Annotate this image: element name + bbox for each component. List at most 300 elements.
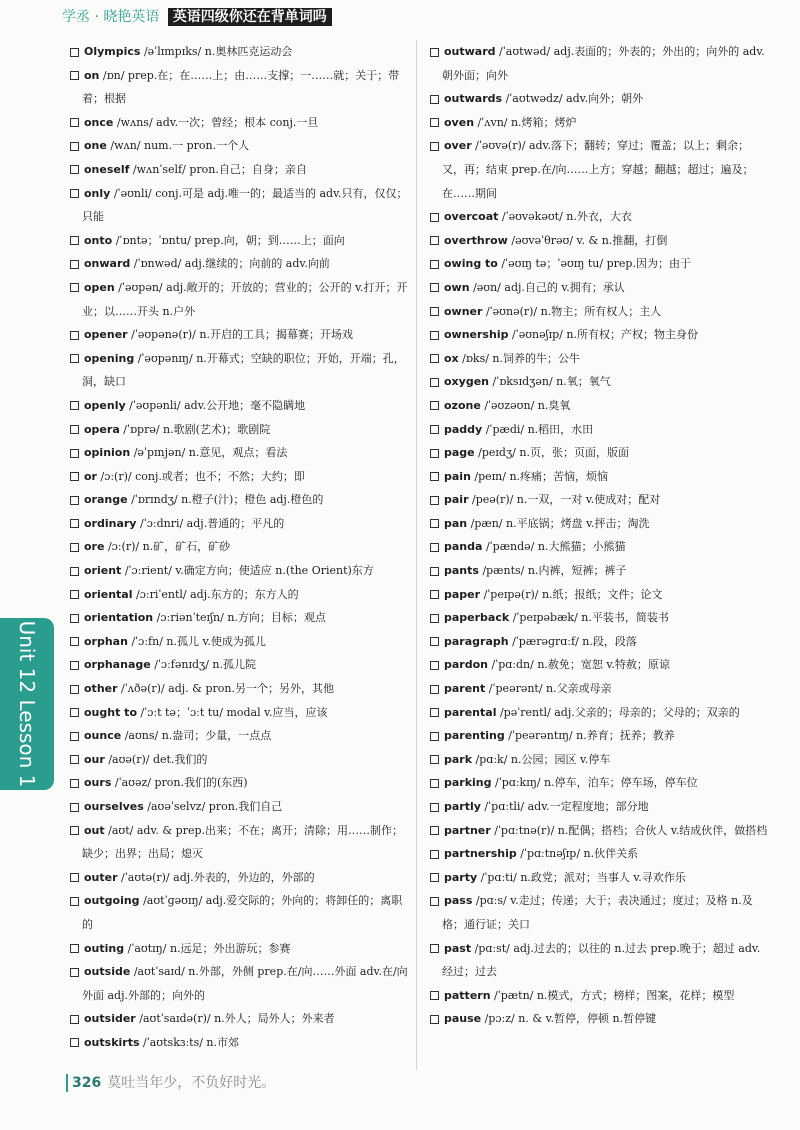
checkbox-icon[interactable] — [70, 968, 79, 977]
vocab-definition: /ˈʌvn/ n.烤箱；烤炉 — [477, 115, 577, 129]
vocab-word: partner — [444, 823, 491, 837]
vocab-word: open — [84, 280, 115, 294]
vocab-entry — [430, 300, 768, 324]
checkbox-icon[interactable] — [430, 354, 439, 363]
vocab-entry — [430, 512, 768, 536]
vocab-definition: /pɑːs/ v.走过；传递；大于；表决通过；度过；及格 n.及格；通行证；关口 — [442, 894, 753, 931]
checkbox-icon[interactable] — [430, 567, 439, 576]
vocab-definition: /aʊtˈsaɪdə(r)/ n.外人；局外人；外来者 — [139, 1012, 335, 1026]
checkbox-icon[interactable] — [430, 401, 439, 410]
vocab-column-left — [70, 40, 410, 1055]
checkbox-icon[interactable] — [430, 142, 439, 151]
checkbox-icon[interactable] — [70, 779, 79, 788]
vocab-word: paragraph — [444, 634, 509, 648]
vocab-word: own — [444, 280, 470, 294]
checkbox-icon[interactable] — [430, 850, 439, 859]
checkbox-icon[interactable] — [430, 637, 439, 646]
checkbox-icon[interactable] — [70, 425, 79, 434]
vocab-word: ought to — [84, 705, 137, 719]
vocab-entry — [70, 323, 410, 347]
vocab-entry — [430, 488, 768, 512]
vocab-entry — [70, 512, 410, 536]
vocab-word: oven — [444, 115, 475, 129]
vocab-definition: /ˈaʊtwədz/ adv.向外；朝外 — [505, 92, 644, 106]
vocab-word: out — [84, 823, 105, 837]
checkbox-icon[interactable] — [70, 826, 79, 835]
vocab-word: ozone — [444, 398, 481, 412]
vocab-entry — [70, 276, 410, 323]
checkbox-icon[interactable] — [430, 873, 439, 882]
vocab-definition: /ɔː(r)/ n.矿，矿石，矿砂 — [107, 540, 231, 554]
vocab-entry — [430, 748, 768, 772]
vocab-entry — [430, 559, 768, 583]
vocab-entry — [70, 347, 410, 394]
vocab-entry — [430, 677, 768, 701]
checkbox-icon[interactable] — [430, 685, 439, 694]
vocab-entry — [70, 889, 410, 936]
vocab-definition: /ˈpædi/ n.稻田，水田 — [485, 422, 594, 436]
vocab-word: once — [84, 115, 114, 129]
vocab-definition: /ˈpætn/ n.模式，方式；榜样；图案，花样；模型 — [494, 988, 735, 1002]
checkbox-icon[interactable] — [430, 213, 439, 222]
vocab-word: panda — [444, 540, 483, 554]
vocab-definition: /aʊtˈɡəʊɪŋ/ adj.爱交际的；外向的；将卸任的；离职的 — [82, 894, 403, 931]
vocab-word: party — [444, 870, 478, 884]
vocab-entry — [430, 394, 768, 418]
checkbox-icon[interactable] — [430, 496, 439, 505]
vocab-word: outside — [84, 965, 131, 979]
vocab-word: oriental — [84, 587, 133, 601]
vocab-definition: /ˈpɑːtnəʃɪp/ n.伙伴关系 — [520, 847, 639, 861]
vocab-definition: /pænts/ n.内裤，短裤；裤子 — [482, 564, 627, 578]
vocab-word: orphanage — [84, 658, 151, 672]
vocab-entry — [430, 323, 768, 347]
checkbox-icon[interactable] — [70, 543, 79, 552]
checkbox-icon[interactable] — [70, 236, 79, 245]
footer-divider — [66, 1074, 68, 1092]
vocab-definition: /wʌnˈself/ pron.自己；自身；亲自 — [132, 162, 307, 176]
vocab-word: owner — [444, 304, 483, 318]
vocab-entry — [70, 937, 410, 961]
vocab-entry — [430, 606, 768, 630]
vocab-entry — [430, 842, 768, 866]
vocab-word: page — [444, 446, 475, 460]
checkbox-icon[interactable] — [70, 331, 79, 340]
footer-motto: 莫吐当年少，不负好时光。 — [107, 1075, 276, 1091]
vocab-definition: /aʊns/ n.盎司；少量，一点点 — [124, 729, 272, 743]
vocab-entry — [70, 394, 410, 418]
vocab-entry — [70, 229, 410, 253]
vocab-word: oneself — [84, 162, 130, 176]
vocab-entry — [430, 984, 768, 1008]
checkbox-icon[interactable] — [430, 307, 439, 316]
vocab-definition: /ˈɔːdnri/ adj.普通的；平凡的 — [139, 516, 285, 530]
checkbox-icon[interactable] — [70, 496, 79, 505]
checkbox-icon[interactable] — [430, 95, 439, 104]
checkbox-icon[interactable] — [70, 283, 79, 292]
checkbox-icon[interactable] — [70, 260, 79, 269]
vocab-entry — [430, 630, 768, 654]
vocab-word: orange — [84, 493, 128, 507]
vocab-word: opener — [84, 328, 128, 342]
vocab-definition: /ˈɒrɪndʒ/ n.橙子(汁)；橙色 adj.橙色的 — [131, 493, 324, 507]
vocab-entry — [70, 465, 410, 489]
vocab-word: outgoing — [84, 894, 140, 908]
vocab-entry — [430, 347, 768, 371]
vocab-definition: /ɒks/ n.饲养的牛；公牛 — [462, 351, 580, 365]
checkbox-icon[interactable] — [70, 944, 79, 953]
vocab-entry — [70, 960, 410, 1007]
vocab-definition: /ˈaʊtɪŋ/ n.远足；外出游玩；参赛 — [127, 941, 291, 955]
vocab-entry — [70, 40, 410, 64]
vocab-word: parking — [444, 776, 492, 790]
vocab-word: pan — [444, 516, 468, 530]
vocab-word: parenting — [444, 729, 505, 743]
vocab-entry — [70, 677, 410, 701]
vocab-entry — [70, 748, 410, 772]
checkbox-icon[interactable] — [70, 708, 79, 717]
vocab-definition: /ˈpɑːdn/ n.赦免；宽恕 v.特赦；原谅 — [491, 658, 670, 672]
vocab-entry — [70, 488, 410, 512]
vocab-definition: /ˈpɑːti/ n.政党；派对；当事人 v.寻欢作乐 — [480, 870, 686, 884]
checkbox-icon[interactable] — [430, 779, 439, 788]
vocab-word: partnership — [444, 847, 517, 861]
vocab-word: one — [84, 139, 107, 153]
checkbox-icon[interactable] — [430, 543, 439, 552]
vocab-word: pass — [444, 894, 473, 908]
checkbox-icon[interactable] — [430, 1015, 439, 1024]
vocab-definition: /pɔːz/ n. & v.暂停，停顿 n.暂停键 — [484, 1012, 657, 1026]
vocab-definition: /ɔːriˈentl/ adj.东方的；东方人的 — [136, 587, 299, 601]
vocab-definition: /ˈəʊnəʃɪp/ n.所有权；产权；物主身份 — [511, 328, 698, 342]
vocab-definition: /ˈpeərənt/ n.父亲或母亲 — [488, 682, 612, 696]
checkbox-icon[interactable] — [70, 1038, 79, 1047]
running-header — [62, 6, 332, 26]
vocab-word: paper — [444, 587, 481, 601]
vocab-word: onward — [84, 257, 131, 271]
vocab-entry — [70, 866, 410, 890]
vocab-entry — [430, 229, 768, 253]
checkbox-icon[interactable] — [70, 48, 79, 57]
vocab-entry — [70, 535, 410, 559]
checkbox-icon[interactable] — [70, 71, 79, 80]
vocab-definition: /ɔːriənˈteɪʃn/ n.方向；目标；观点 — [156, 611, 326, 625]
vocab-entry — [70, 64, 410, 111]
vocab-word: parent — [444, 682, 486, 696]
vocab-entry — [430, 87, 768, 111]
checkbox-icon[interactable] — [70, 614, 79, 623]
vocab-entry — [430, 535, 768, 559]
vocab-entry — [70, 701, 410, 725]
vocab-entry — [70, 795, 410, 819]
vocab-definition: /əʊn/ adj.自己的 v.拥有；承认 — [473, 280, 625, 294]
vocab-entry — [70, 158, 410, 182]
vocab-definition: /ˈpærəɡrɑːf/ n.段，段落 — [512, 634, 637, 648]
vocab-word: orientation — [84, 611, 154, 625]
vocab-definition: /wʌns/ adv.一次；曾经；根本 conj.一旦 — [116, 115, 319, 129]
checkbox-icon[interactable] — [430, 991, 439, 1000]
vocab-word: orphan — [84, 634, 128, 648]
vocab-definition: /ˈəʊpənli/ adv.公开地；毫不隐瞒地 — [129, 398, 306, 412]
checkbox-icon[interactable] — [70, 449, 79, 458]
vocab-entry — [430, 370, 768, 394]
vocab-word: owing to — [444, 257, 498, 271]
checkbox-icon[interactable] — [70, 661, 79, 670]
vocab-entry — [70, 441, 410, 465]
checkbox-icon[interactable] — [430, 331, 439, 340]
vocab-word: only — [84, 186, 111, 200]
vocab-entry — [430, 819, 768, 843]
vocab-entry — [430, 205, 768, 229]
vocab-word: outing — [84, 941, 125, 955]
vocab-definition: /aʊəˈselvz/ pron.我们自己 — [147, 800, 283, 813]
vocab-entry — [430, 252, 768, 276]
vocab-column-right — [430, 40, 768, 1031]
vocab-entry — [430, 583, 768, 607]
checkbox-icon[interactable] — [430, 897, 439, 906]
vocab-definition: /ˈəʊnli/ conj.可是 adj.唯一的；最适当的 adv.只有，仅仅；只能 — [82, 186, 408, 224]
vocab-entry — [430, 134, 768, 205]
vocab-word: ox — [444, 351, 459, 365]
checkbox-icon[interactable] — [430, 425, 439, 434]
vocab-definition: /ˈəʊpənə(r)/ n.开启的工具；揭幕赛；开场戏 — [131, 328, 353, 342]
vocab-word: Olympics — [84, 45, 141, 58]
vocab-word: pardon — [444, 658, 488, 672]
vocab-word: over — [444, 139, 472, 153]
vocab-word: paddy — [444, 422, 483, 436]
vocab-definition: /ˈɔːfn/ n.孤儿 v.使成为孤儿 — [131, 634, 266, 648]
vocab-entry — [430, 771, 768, 795]
checkbox-icon[interactable] — [70, 803, 79, 812]
vocab-entry — [70, 771, 410, 795]
checkbox-icon[interactable] — [70, 590, 79, 599]
vocab-definition: /ˈpeərəntɪŋ/ n.养育；抚养；教养 — [508, 729, 675, 743]
book-title: 英语四级你还在背单词吗 — [168, 8, 332, 26]
vocab-entry — [430, 937, 768, 984]
vocab-word: onto — [84, 233, 113, 247]
vocab-definition: /ˈɔːrient/ v.确定方向；使适应 n.(the Orient)东方 — [124, 564, 374, 578]
vocab-entry — [70, 1007, 410, 1031]
checkbox-icon[interactable] — [70, 755, 79, 764]
vocab-definition: /ˈɒprə/ n.歌剧(艺术)；歌剧院 — [123, 422, 271, 436]
vocab-definition: /ˈəʊnə(r)/ n.物主；所有权人；主人 — [485, 304, 662, 318]
vocab-word: opinion — [84, 446, 131, 460]
checkbox-icon[interactable] — [430, 519, 439, 528]
checkbox-icon[interactable] — [430, 260, 439, 269]
vocab-entry — [70, 134, 410, 158]
checkbox-icon[interactable] — [70, 897, 79, 906]
checkbox-icon[interactable] — [430, 590, 439, 599]
vocab-definition: /pæn/ n.平底锅；烤盘 v.抨击；淘洗 — [470, 516, 650, 530]
checkbox-icon[interactable] — [430, 378, 439, 387]
checkbox-icon[interactable] — [70, 118, 79, 127]
vocab-definition: /pɑːst/ adj.过去的；以往的 n.过去 prep.晚于；超过 adv.经过；过去 — [442, 941, 761, 979]
vocab-entry — [70, 630, 410, 654]
vocab-definition: /ˈpɑːtnə(r)/ n.配偶；搭档；合伙人 v.结成伙伴，做搭档 — [494, 823, 768, 837]
vocab-definition: /əˈlɪmpɪks/ n.奥林匹克运动会 — [143, 45, 293, 58]
vocab-entry — [430, 1007, 768, 1031]
checkbox-icon[interactable] — [70, 354, 79, 363]
vocab-word: on — [84, 68, 100, 82]
checkbox-icon[interactable] — [430, 732, 439, 741]
unit-tab-label: Unit 12 Lesson 1 — [15, 620, 39, 788]
vocab-word: overcoat — [444, 210, 499, 224]
checkbox-icon[interactable] — [430, 283, 439, 292]
vocab-definition: /ˈəʊɪŋ tə；ˈəʊɪŋ tu/ prep.因为；由于 — [501, 257, 691, 271]
vocab-word: oxygen — [444, 375, 489, 389]
vocab-entry — [430, 111, 768, 135]
checkbox-icon[interactable] — [430, 661, 439, 670]
vocab-definition: /ˈʌðə(r)/ adj. & pron.另一个；另外，其他 — [121, 682, 334, 696]
vocab-entry — [430, 795, 768, 819]
vocab-definition: /peə(r)/ n.一双，一对 v.使成对；配对 — [472, 493, 661, 507]
vocab-word: openly — [84, 398, 126, 412]
checkbox-icon[interactable] — [430, 472, 439, 481]
vocab-definition: /ˈəʊzəʊn/ n.臭氧 — [484, 398, 571, 412]
vocab-entry — [70, 559, 410, 583]
vocab-entry — [430, 701, 768, 725]
checkbox-icon[interactable] — [430, 118, 439, 127]
page-number: 326 — [72, 1075, 102, 1091]
checkbox-icon[interactable] — [70, 873, 79, 882]
vocab-definition: /ˈɔːfənɪdʒ/ n.孤儿院 — [154, 658, 257, 672]
vocab-definition: /ˈaʊtə(r)/ adj.外表的，外边的，外部的 — [121, 870, 315, 884]
checkbox-icon[interactable] — [430, 944, 439, 953]
checkbox-icon[interactable] — [430, 803, 439, 812]
checkbox-icon[interactable] — [430, 755, 439, 764]
vocab-word: ourselves — [84, 800, 144, 813]
vocab-definition: /ˈaʊəz/ pron.我们的(东西) — [114, 776, 248, 790]
checkbox-icon[interactable] — [70, 142, 79, 151]
vocab-entry — [430, 889, 768, 936]
vocab-word: opening — [84, 351, 135, 365]
vocab-entry — [70, 1031, 410, 1055]
vocab-definition: /ˈpændə/ n.大熊猫；小熊猫 — [485, 540, 626, 554]
vocab-word: pair — [444, 493, 469, 507]
checkbox-icon[interactable] — [430, 708, 439, 717]
vocab-entry — [430, 418, 768, 442]
vocab-word: pants — [444, 564, 479, 578]
vocab-word: overthrow — [444, 233, 508, 247]
vocab-definition: /ˈəʊvəkəʊt/ n.外衣，大衣 — [501, 210, 632, 224]
vocab-entry — [70, 252, 410, 276]
checkbox-icon[interactable] — [70, 472, 79, 481]
vocab-word: past — [444, 941, 472, 955]
vocab-entry — [430, 465, 768, 489]
vocab-entry — [70, 724, 410, 748]
vocab-word: outer — [84, 870, 118, 884]
vocab-definition: /ˈpeɪpə(r)/ n.纸；报纸；文件；论文 — [483, 587, 663, 601]
vocab-word: outward — [444, 45, 496, 58]
checkbox-icon[interactable] — [430, 449, 439, 458]
vocab-definition: /pɑːk/ n.公园；园区 v.停车 — [475, 752, 611, 766]
vocab-definition: /ˈpɑːkɪŋ/ n.停车，泊车；停车场，停车位 — [495, 776, 698, 790]
vocab-definition: /ˈpɑːtli/ adv.一定程度地；部分地 — [484, 800, 649, 813]
vocab-word: opera — [84, 422, 120, 436]
vocab-definition: /ˈɒksɪdʒən/ n.氧；氧气 — [492, 375, 611, 389]
vocab-entry — [70, 583, 410, 607]
checkbox-icon[interactable] — [70, 637, 79, 646]
vocab-definition: /ˈpeɪpəbæk/ n.平装书，简装书 — [512, 611, 669, 625]
checkbox-icon[interactable] — [430, 236, 439, 245]
column-divider — [416, 40, 417, 1070]
vocab-definition: /wʌn/ num.一 pron.一个人 — [110, 139, 250, 153]
checkbox-icon[interactable] — [70, 732, 79, 741]
vocab-entry — [430, 40, 768, 87]
vocab-word: paperback — [444, 611, 510, 625]
checkbox-icon[interactable] — [70, 189, 79, 198]
vocab-word: pattern — [444, 988, 491, 1002]
vocab-definition: /əˈpɪnjən/ n.意见，观点；看法 — [133, 446, 288, 460]
vocab-word: ours — [84, 776, 112, 790]
vocab-definition: /aʊt/ adv. & prep.出来；不在；离开；清除；用……制作；缺少；出界；出局；熄灭 — [82, 823, 404, 861]
vocab-entry — [430, 866, 768, 890]
vocab-entry — [70, 418, 410, 442]
vocab-word: ore — [84, 540, 105, 554]
vocab-entry — [70, 819, 410, 866]
vocab-word: partly — [444, 800, 481, 813]
checkbox-icon[interactable] — [70, 519, 79, 528]
vocab-definition: /ɒn/ prep.在；在……上；由……支撑；一……就；关于；带着；根据 — [82, 68, 400, 106]
vocab-word: orient — [84, 564, 122, 578]
checkbox-icon[interactable] — [70, 165, 79, 174]
vocab-definition: /ˈəʊvə(r)/ adv.落下；翻转；穿过；覆盖；以上；剩余；又，再；结束 prep.在/向……上方；穿越；翻越；超过；遍及；在……期间 — [442, 139, 754, 200]
vocab-word: outskirts — [84, 1035, 140, 1049]
vocab-word: parental — [444, 705, 497, 719]
vocab-definition: /ˈɒnwəd/ adj.继续的；向前的 adv.向前 — [133, 257, 330, 271]
vocab-word: pain — [444, 469, 471, 483]
vocab-entry — [430, 276, 768, 300]
checkbox-icon[interactable] — [430, 614, 439, 623]
vocab-definition: /ɔː(r)/ conj.或者；也不；不然；大约；即 — [100, 469, 305, 483]
vocab-word: pause — [444, 1012, 482, 1026]
vocab-definition: /ˈɒntə；ˈɒntu/ prep.向，朝；到……上；面向 — [115, 233, 345, 247]
vocab-word: ownership — [444, 328, 509, 342]
vocab-word: other — [84, 682, 118, 696]
vocab-entry — [70, 111, 410, 135]
vocab-definition: /peɪn/ n.疼痛；苦恼，烦恼 — [474, 469, 609, 483]
vocab-word: or — [84, 469, 97, 483]
checkbox-icon[interactable] — [430, 48, 439, 57]
page-footer — [66, 1072, 275, 1092]
checkbox-icon[interactable] — [70, 401, 79, 410]
vocab-entry — [70, 653, 410, 677]
vocab-word: ordinary — [84, 516, 137, 530]
vocab-definition: /aʊə(r)/ det.我们的 — [108, 752, 208, 766]
checkbox-icon[interactable] — [70, 685, 79, 694]
checkbox-icon[interactable] — [430, 826, 439, 835]
vocab-entry — [430, 441, 768, 465]
vocab-word: outwards — [444, 92, 503, 106]
vocab-entry — [430, 653, 768, 677]
vocab-definition: /ˈaʊtwəd/ adj.表面的；外表的；外出的；向外的 adv.朝外面；向外 — [442, 45, 765, 82]
vocab-word: park — [444, 752, 473, 766]
brand-label: 学丞 · 晓艳英语 — [62, 9, 160, 25]
vocab-definition: /ˈəʊpənɪŋ/ n.开幕式；空缺的职位；开始，开端；孔，洞，缺口 — [82, 351, 405, 389]
vocab-word: ounce — [84, 729, 122, 743]
vocab-entry — [430, 724, 768, 748]
vocab-definition: /peɪdʒ/ n.页，张；页面，版面 — [478, 446, 629, 460]
vocab-entry — [70, 606, 410, 630]
checkbox-icon[interactable] — [70, 567, 79, 576]
checkbox-icon[interactable] — [70, 1015, 79, 1024]
vocab-definition: /aʊtˈsaɪd/ n.外部，外侧 prep.在/向……外面 adv.在/向外面 adj.外部的；向外的 — [82, 965, 408, 1002]
vocab-entry — [70, 182, 410, 229]
vocab-definition: /əʊvəˈθrəʊ/ v. & n.推翻，打倒 — [511, 233, 668, 247]
vocab-word: outsider — [84, 1012, 136, 1026]
vocab-definition: /ˈɔːt tə；ˈɔːt tu/ modal v.应当，应该 — [140, 705, 328, 719]
vocab-definition: /pəˈrentl/ adj.父亲的；母亲的；父母的；双亲的 — [499, 705, 740, 719]
